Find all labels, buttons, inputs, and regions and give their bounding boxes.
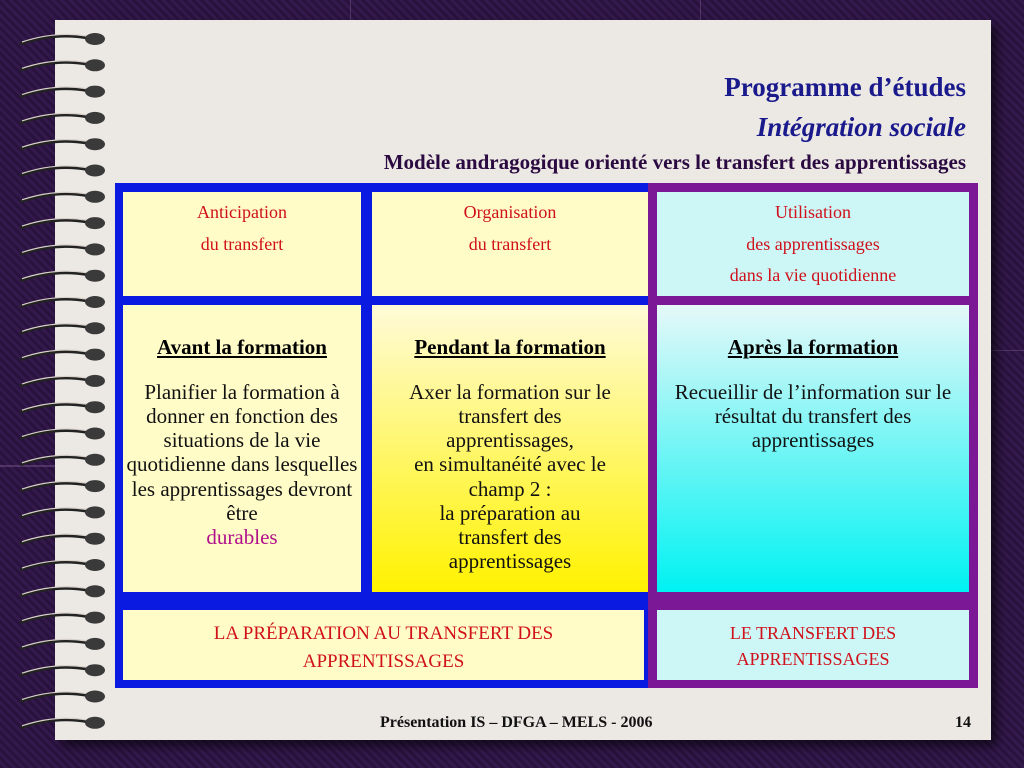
spiral-hole xyxy=(85,349,105,361)
spiral-hole xyxy=(85,217,105,229)
avant-body xyxy=(123,380,361,549)
spiral-hole xyxy=(85,717,105,729)
spiral-hole xyxy=(85,454,105,466)
utilisation-sub: des apprentissages xyxy=(746,233,880,254)
footer-text: Présentation IS – DFGA – MELS - 2006 xyxy=(380,714,653,731)
utilisation-cell xyxy=(657,192,969,296)
spiral-hole xyxy=(85,322,105,334)
apres-cell xyxy=(657,305,969,592)
spiral-hole xyxy=(85,138,105,150)
apres-body: Recueillir de l’information sur le résultat du transfert des apprentissages xyxy=(674,380,952,453)
spiral-hole xyxy=(85,664,105,676)
anticipation-cell xyxy=(123,192,361,296)
avant-cell xyxy=(123,305,361,592)
page-subtitle: Intégration sociale xyxy=(756,112,966,142)
organisation-cell xyxy=(372,192,648,296)
spiral-binding-icon xyxy=(0,20,115,750)
utilisation-sub2: dans la vie quotidienne xyxy=(729,265,897,286)
spiral-hole xyxy=(85,86,105,98)
pendant-heading: Pendant la formation xyxy=(414,335,606,359)
pendant-body xyxy=(372,380,648,573)
avant-heading: Avant la formation xyxy=(157,335,327,359)
spiral-hole xyxy=(85,375,105,387)
spiral-hole xyxy=(85,691,105,703)
spiral-hole xyxy=(85,533,105,545)
spiral-hole xyxy=(85,165,105,177)
pendant-body-line1: Axer la formation sur le transfert des apprentissages, xyxy=(409,380,611,453)
organisation-label: Organisation xyxy=(463,202,557,222)
pendant-cell xyxy=(372,305,648,592)
spiral-hole xyxy=(85,506,105,518)
utilisation-label: Utilisation xyxy=(775,202,851,222)
spiral-hole xyxy=(85,585,105,597)
organisation-sub: du transfert xyxy=(468,233,552,254)
spiral-hole xyxy=(85,33,105,45)
spiral-hole xyxy=(85,428,105,440)
spiral-hole xyxy=(85,112,105,124)
anticipation-sub: du transfert xyxy=(200,233,284,254)
page-title: Programme d’études xyxy=(724,72,966,102)
page-number: 14 xyxy=(955,714,971,731)
spiral-hole xyxy=(85,612,105,624)
pendant-body-line3: la préparation au transfert des apprentissages xyxy=(439,500,581,573)
pendant-body-line2: en simultanéité avec le champ 2 : xyxy=(414,452,606,501)
spiral-hole xyxy=(85,480,105,492)
spiral-hole xyxy=(85,638,105,650)
spiral-hole xyxy=(85,401,105,413)
spiral-hole xyxy=(85,59,105,71)
spiral-hole xyxy=(85,559,105,571)
spiral-hole xyxy=(85,191,105,203)
spiral-hole xyxy=(85,296,105,308)
transfert-box: LE TRANSFERT DES APPRENTISSAGES xyxy=(657,610,969,680)
spiral-hole xyxy=(85,243,105,255)
anticipation-label: Anticipation xyxy=(197,202,287,222)
spiral-hole xyxy=(85,270,105,282)
avant-body-highlight: durables xyxy=(206,524,278,549)
model-caption: Modèle andragogique orienté vers le transfert des apprentissages xyxy=(383,150,966,174)
apres-heading: Après la formation xyxy=(727,335,899,359)
avant-body-text: Planifier la formation à donner en fonction des situations de la vie quotidienne dans lesquelles les apprentissages devront être xyxy=(126,380,358,525)
preparation-box: LA PRÉPARATION AU TRANSFERT DES APPRENTISSAGES xyxy=(123,610,644,680)
